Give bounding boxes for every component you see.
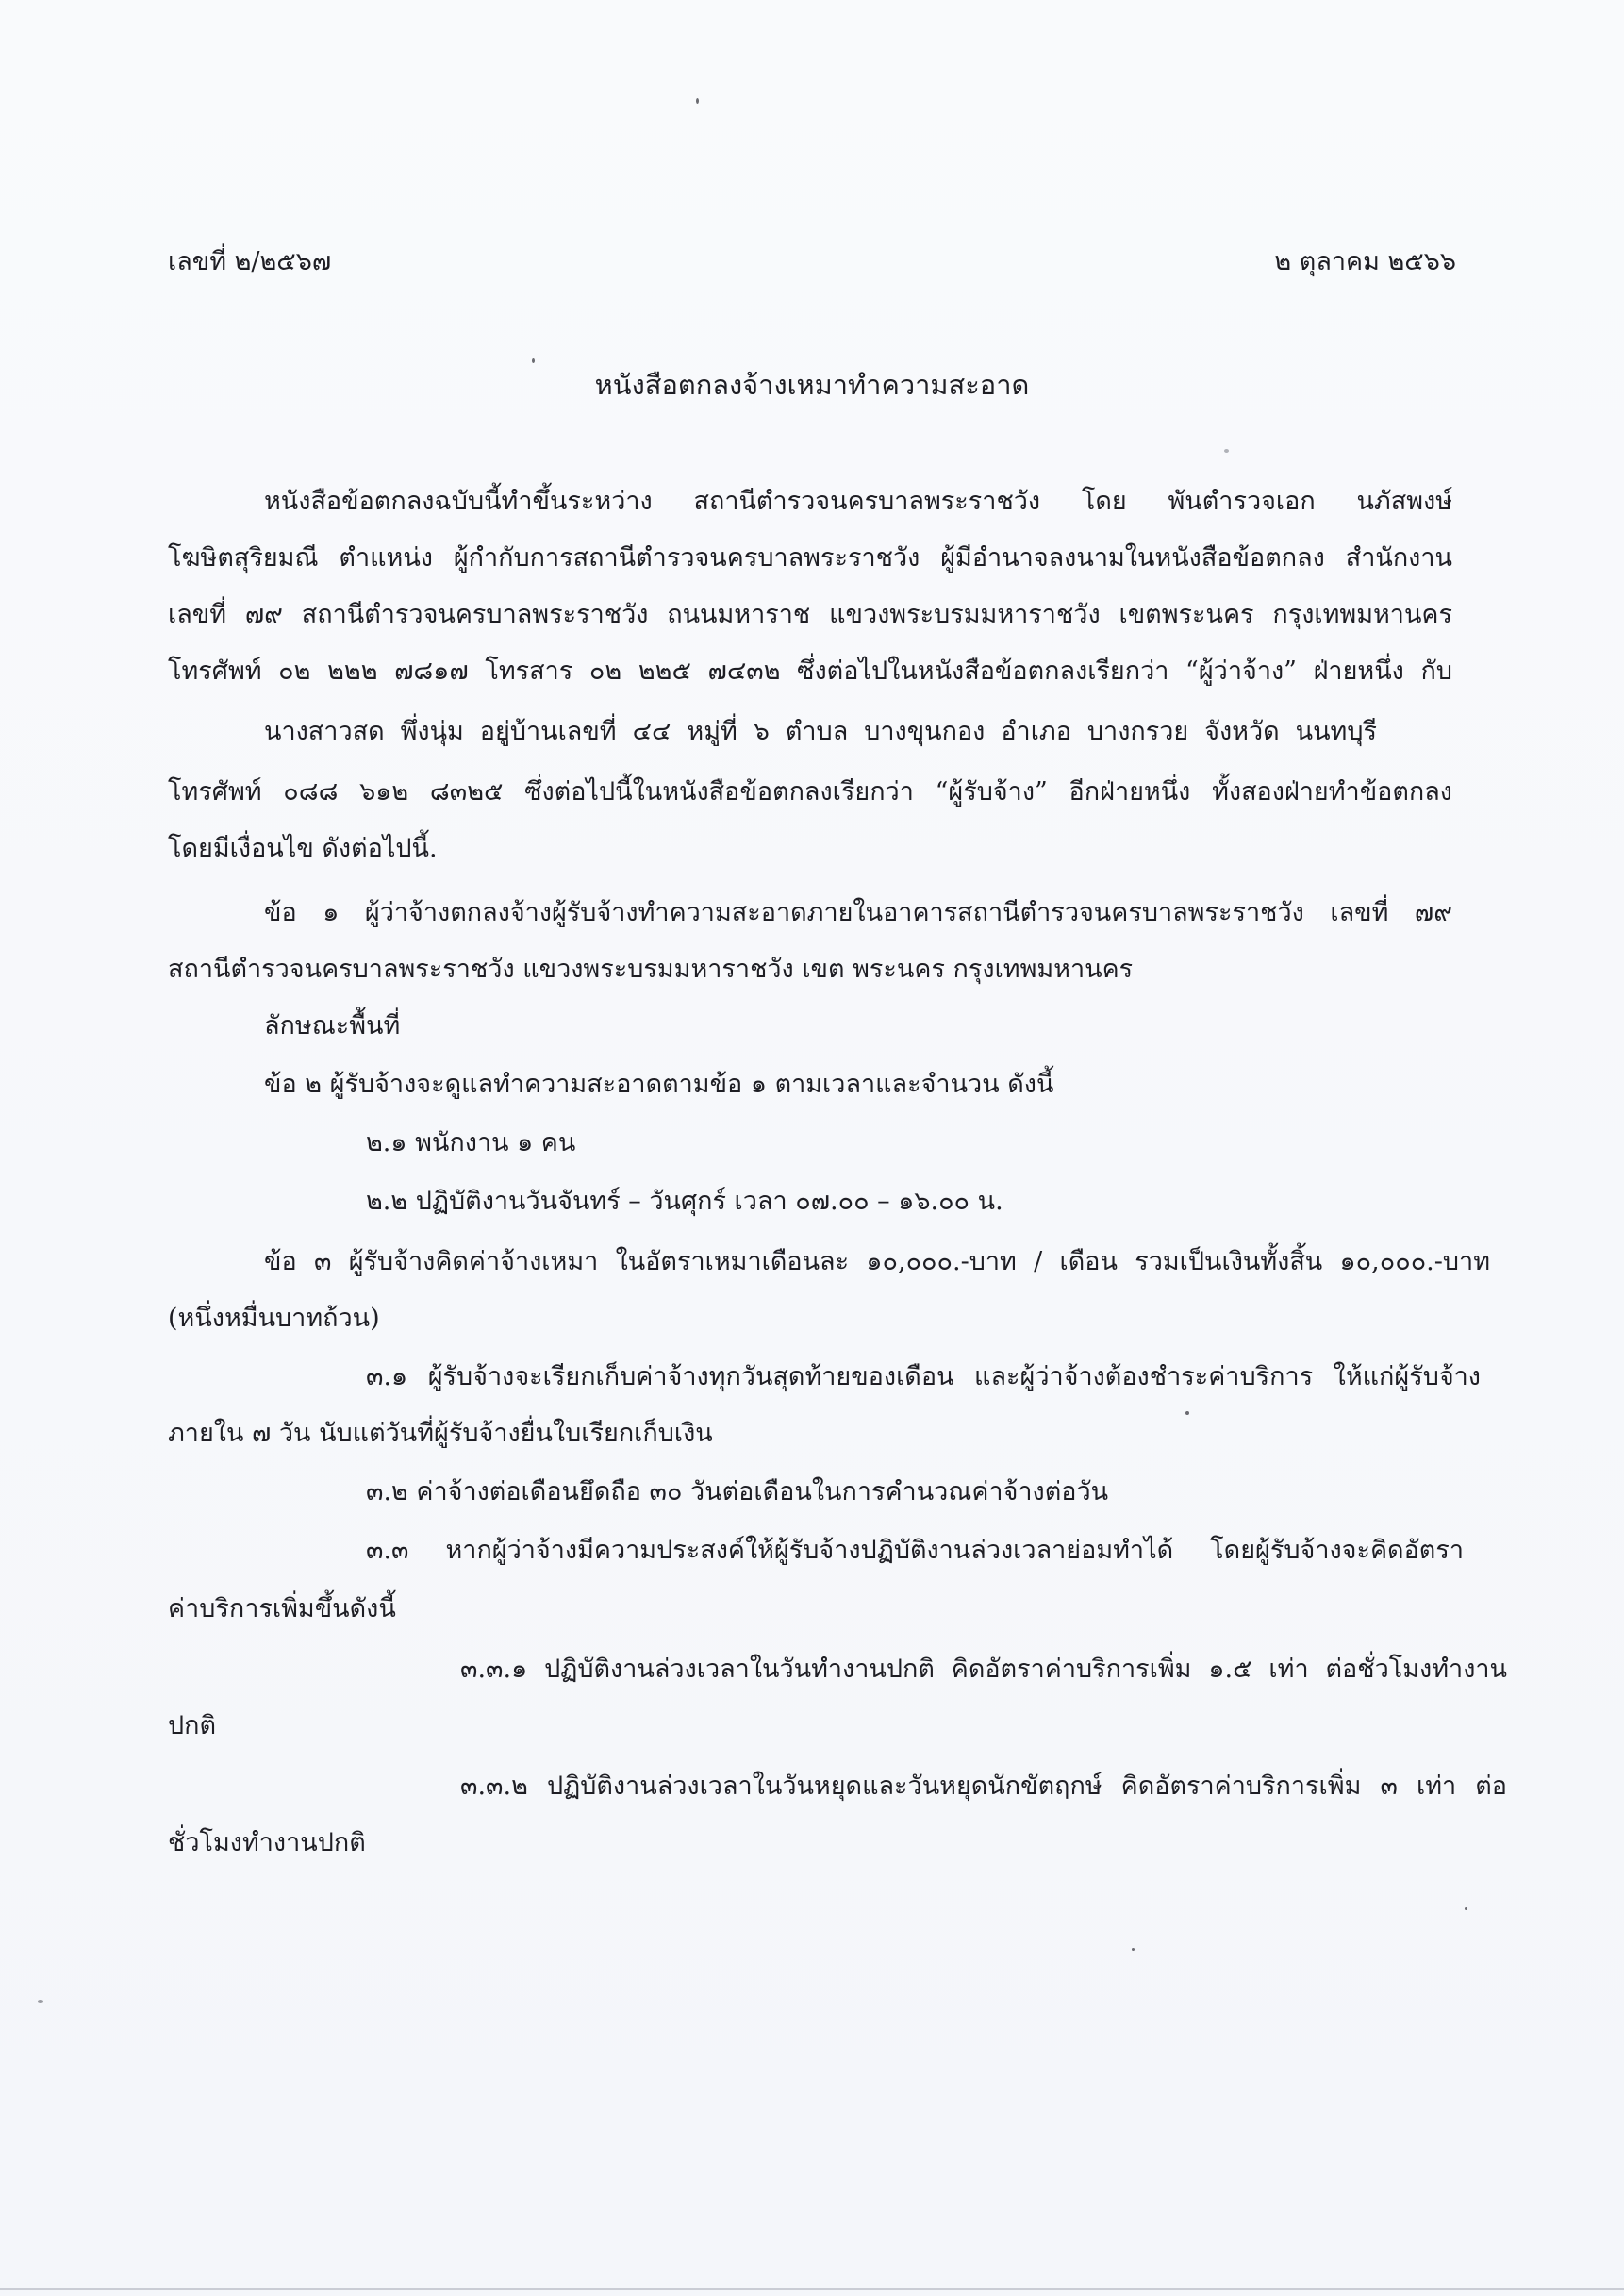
clause-3-1-line-1: ๓.๑ ผู้รับจ้างจะเรียกเก็บค่าจ้างทุกวันสุดท้ายของเดือน และผู้ว่าจ้างต้องชำระค่าบริการ ให้แก่ผู้รับจ้าง xyxy=(366,1362,1481,1391)
document-date: ๒ ตุลาคม ๒๕๖๖ xyxy=(1274,247,1456,276)
scan-speck xyxy=(1132,1948,1135,1951)
body-line-5: นางสาวสด พึ่งนุ่ม อยู่บ้านเลขที่ ๔๔ หมู่ที่ ๖ ตำบล บางขุนกอง อำเภอ บางกรวย จังหวัด นนทบุรี xyxy=(264,717,1377,746)
body-line-4: โทรศัพท์ ๐๒ ๒๒๒ ๗๘๑๗ โทรสาร ๐๒ ๒๒๕ ๗๔๓๒ ซึ่งต่อไปในหนังสือข้อตกลงเรียกว่า “ผู้ว่าจ้าง” ฝ่ายหนึ่ง กับ xyxy=(168,657,1452,686)
body-line-6: โทรศัพท์ ๐๘๘ ๖๑๒ ๘๓๒๕ ซึ่งต่อไปนี้ในหนังสือข้อตกลงเรียกว่า “ผู้รับจ้าง” อีกฝ่ายหนึ่ง ทั้งสองฝ่ายทำข้อตกลง xyxy=(168,777,1452,807)
clause-3-3-1-line-2: ปกติ xyxy=(168,1711,217,1740)
scan-speck xyxy=(1224,449,1229,453)
scan-speck xyxy=(532,358,535,363)
clause-2-2: ๒.๒ ปฏิบัติงานวันจันทร์ – วันศุกร์ เวลา ๐๗.๐๐ – ๑๖.๐๐ น. xyxy=(366,1187,1003,1216)
clause-3-3-2-line-2: ชั่วโมงทำงานปกติ xyxy=(168,1828,366,1857)
clause-3-2: ๓.๒ ค่าจ้างต่อเดือนยึดถือ ๓๐ วันต่อเดือนในการคำนวณค่าจ้างต่อวัน xyxy=(366,1477,1109,1506)
page-edge xyxy=(0,2288,1624,2290)
scan-speck xyxy=(1465,1907,1467,1910)
clause-3-line-2: (หนึ่งหมื่นบาทถ้วน) xyxy=(168,1304,380,1333)
clause-3-3-line-2: ค่าบริการเพิ่มขึ้นดังนี้ xyxy=(168,1594,396,1623)
body-line-2: โฆษิตสุริยมณี ตำแหน่ง ผู้กำกับการสถานีตำรวจนครบาลพระราชวัง ผู้มีอำนาจลงนามในหนังสือข้อตกลง สำนักงาน xyxy=(168,543,1452,573)
clause-1-line-2: สถานีตำรวจนครบาลพระราชวัง แขวงพระบรมมหาราชวัง เขต พระนคร กรุงเทพมหานคร xyxy=(168,955,1134,984)
scan-speck xyxy=(1185,1411,1189,1415)
clause-1-line-1: ข้อ ๑ ผู้ว่าจ้างตกลงจ้างผู้รับจ้างทำความสะอาดภายในอาคารสถานีตำรวจนครบาลพระราชวัง เลขที่ ๗๙ xyxy=(264,898,1452,927)
clause-2-line-1: ข้อ ๒ ผู้รับจ้างจะดูแลทำความสะอาดตามข้อ ๑ ตามเวลาและจำนวน ดังนี้ xyxy=(264,1070,1054,1099)
clause-3-3-1-line-1: ๓.๓.๑ ปฏิบัติงานล่วงเวลาในวันทำงานปกติ คิดอัตราค่าบริการเพิ่ม ๑.๕ เท่า ต่อชั่วโมงทำงาน xyxy=(460,1655,1507,1684)
scan-speck xyxy=(38,2000,43,2003)
body-line-7: โดยมีเงื่อนไข ดังต่อไปนี้. xyxy=(168,834,438,863)
clause-3-3-2-line-1: ๓.๓.๒ ปฏิบัติงานล่วงเวลาในวันหยุดและวันหยุดนักขัตฤกษ์ คิดอัตราค่าบริการเพิ่ม ๓ เท่า ต่อ xyxy=(460,1772,1507,1801)
body-line-3: เลขที่ ๗๙ สถานีตำรวจนครบาลพระราชวัง ถนนมหาราช แขวงพระบรมมหาราชวัง เขตพระนคร กรุงเทพมหานคร xyxy=(168,600,1452,629)
scan-speck xyxy=(696,98,699,104)
document-title: หนังสือตกลงจ้างเหมาทำความสะอาด xyxy=(594,369,1030,401)
body-line-1: หนังสือข้อตกลงฉบับนี้ทำขึ้นระหว่าง สถานีตำรวจนครบาลพระราชวัง โดย พันตำรวจเอก นภัสพงษ์ xyxy=(264,487,1452,516)
document-number: เลขที่ ๒/๒๕๖๗ xyxy=(168,247,332,276)
area-label: ลักษณะพื้นที่ xyxy=(264,1011,401,1040)
clause-3-line-1: ข้อ ๓ ผู้รับจ้างคิดค่าจ้างเหมา ในอัตราเหมาเดือนละ ๑๐,๐๐๐.-บาท / เดือน รวมเป็นเงินทั้งสิ้น ๑๐,๐๐๐.-บาท xyxy=(264,1247,1490,1276)
clause-3-1-line-2: ภายใน ๗ วัน นับแต่วันที่ผู้รับจ้างยื่นใบเรียกเก็บเงิน xyxy=(168,1419,713,1448)
clause-2-1: ๒.๑ พนักงาน ๑ คน xyxy=(366,1128,576,1157)
clause-3-3-line-1: ๓.๓ หากผู้ว่าจ้างมีความประสงค์ให้ผู้รับจ้างปฏิบัติงานล่วงเวลาย่อมทำได้ โดยผู้รับจ้างจะคิดอัตรา xyxy=(366,1536,1464,1565)
